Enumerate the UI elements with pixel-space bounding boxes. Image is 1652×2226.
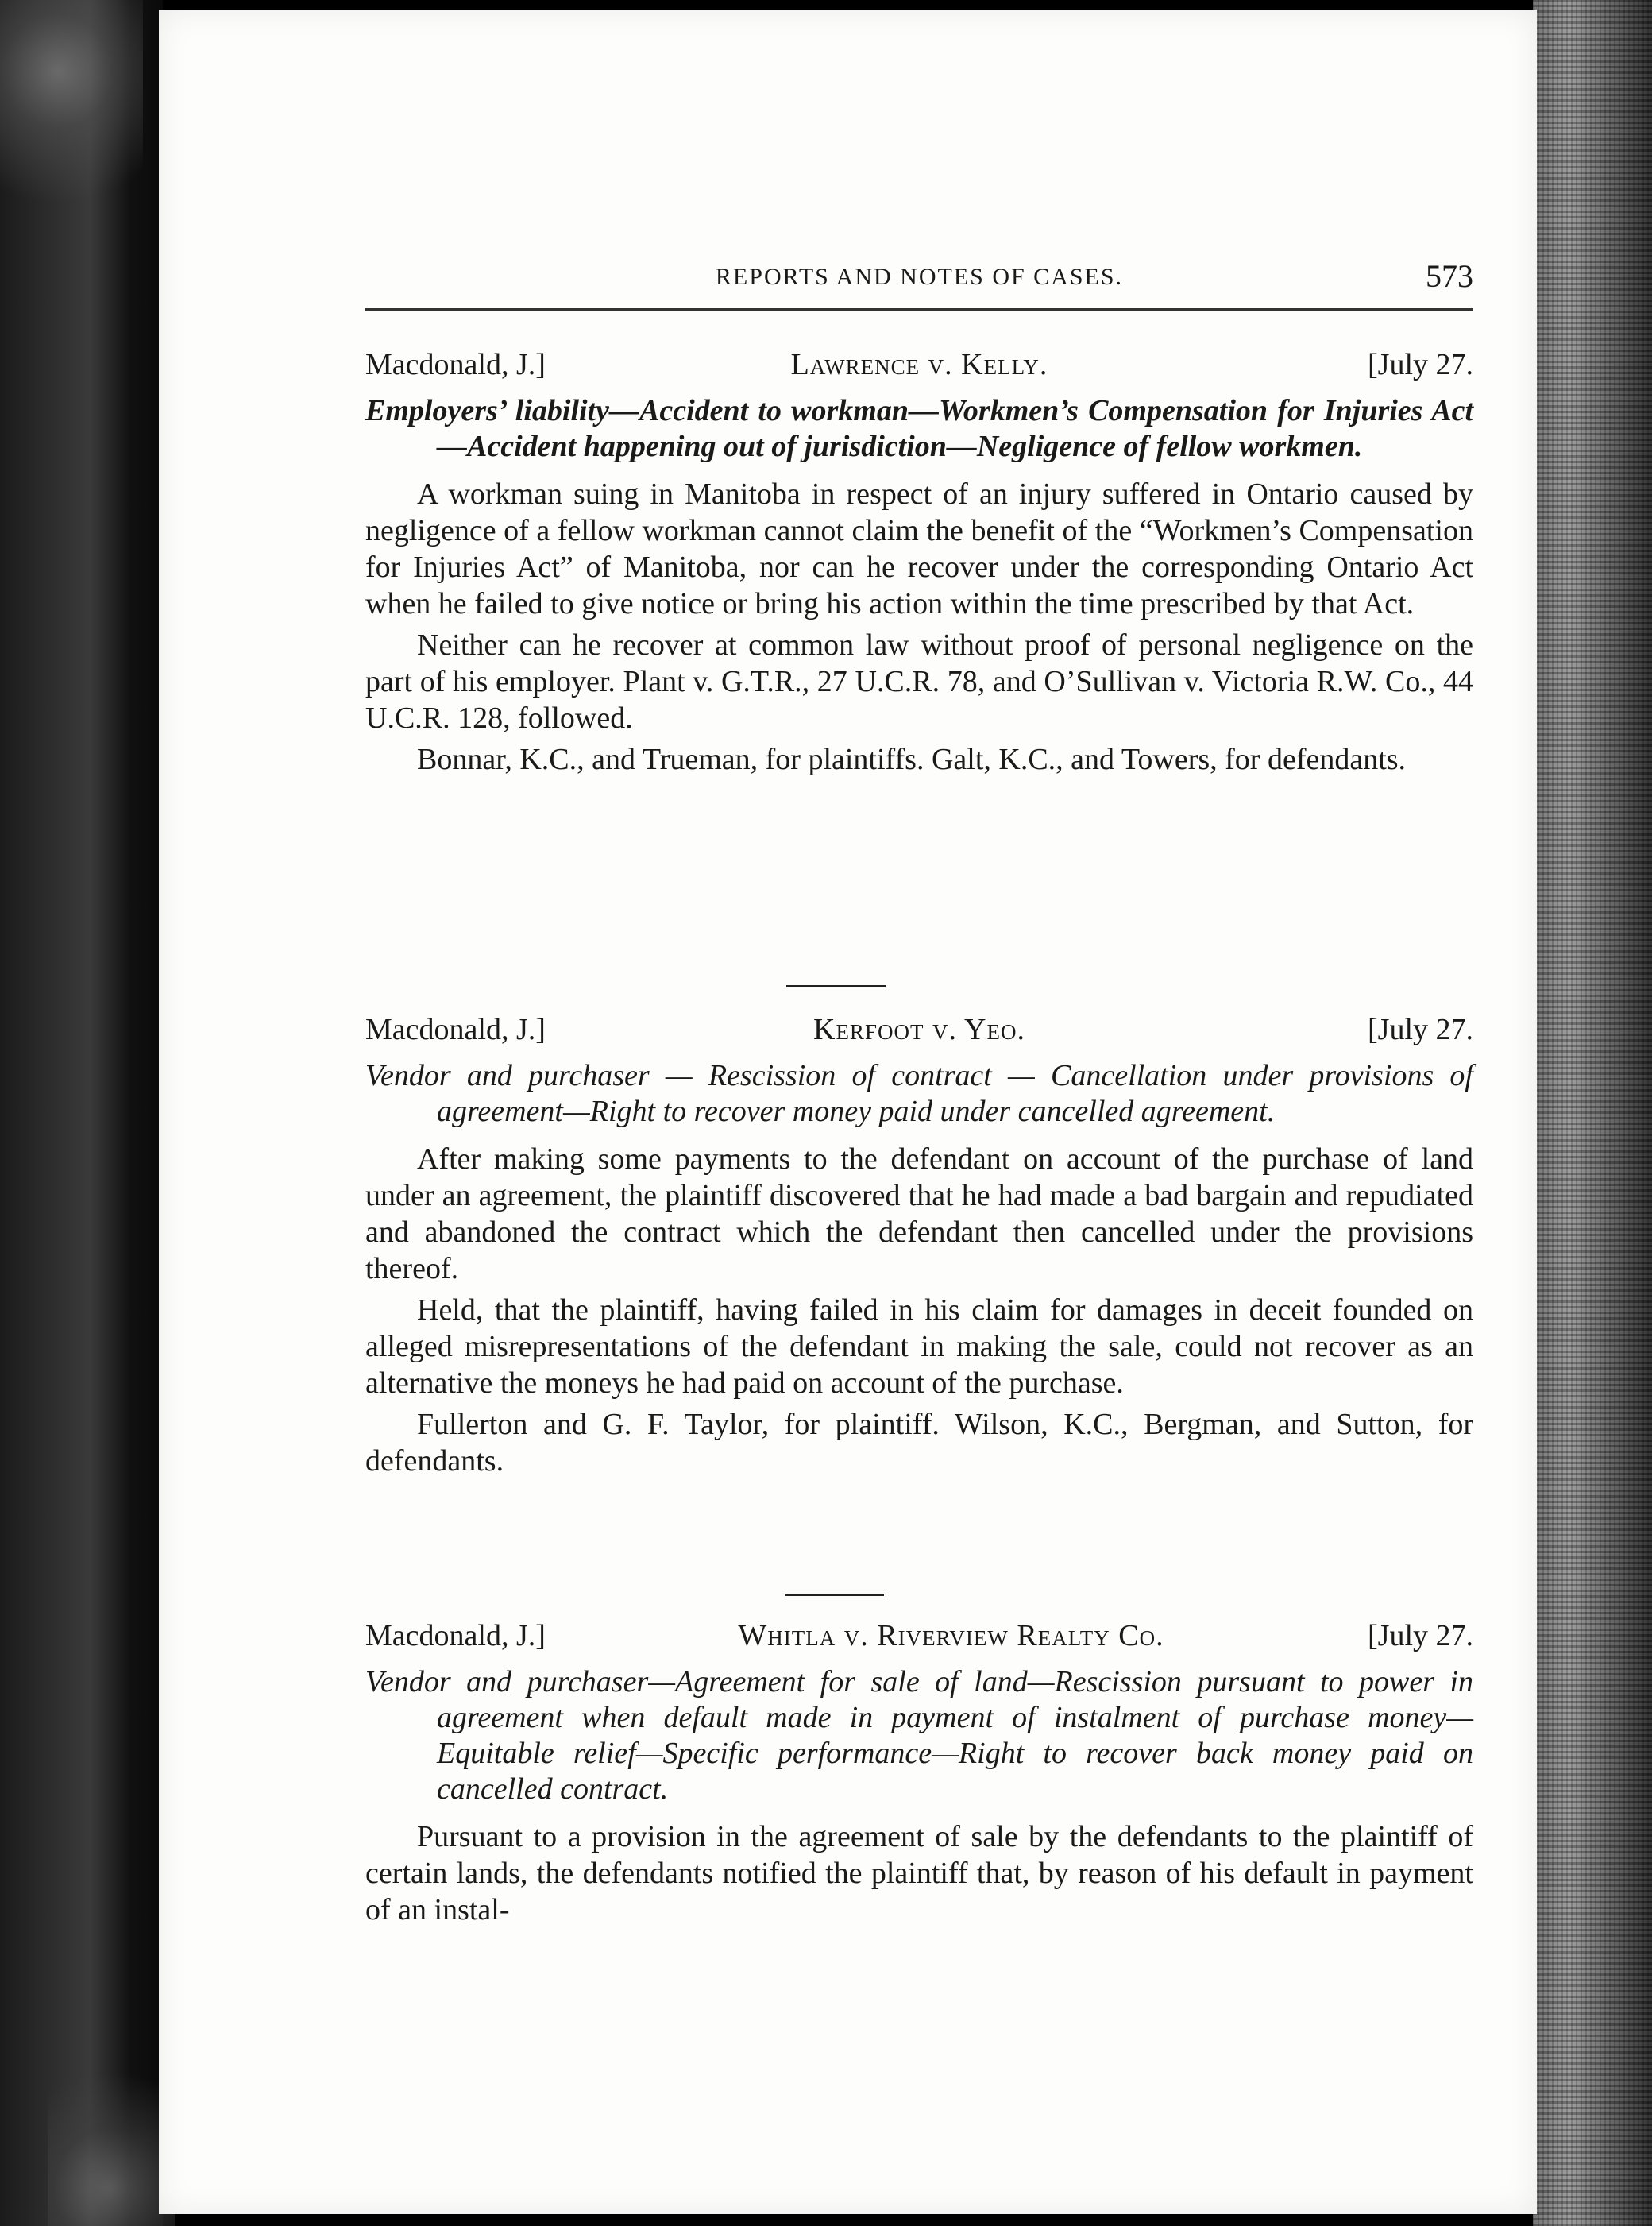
- case-heading: [365, 347, 1473, 390]
- page-edge-right: [1533, 0, 1652, 2226]
- case-title: Lawrence v. Kelly.: [790, 348, 1048, 381]
- case-whitla-v-riverview: [365, 1618, 1473, 1933]
- case-date: [July 27.: [1368, 1013, 1473, 1046]
- case-headnote: Vendor and purchaser—Agreement for sale of land—Rescission pursuant to power in agreement when default made in payment of instalment of purchase money—Equitable relief—Specific performance—Right to recover back money paid on cancelled contract.: [365, 1665, 1473, 1806]
- case-judge: Macdonald, J.]: [365, 348, 546, 381]
- case-paragraph: A workman suing in Manitoba in respect of an injury suffered in Ontario caused by negligence of a fellow workman cannot claim the benefit of the “Workmen’s Compensation for Injuries Act” of Manitoba, nor can he recover under the corresponding Ontario Act when he failed to give notice or bring his action within the time prescribed by that Act.: [365, 477, 1473, 620]
- case-lawrence-v-kelly: [365, 347, 1473, 783]
- case-title: Kerfoot v. Yeo.: [813, 1013, 1025, 1046]
- case-heading: [365, 1618, 1473, 1661]
- scan-noise: [48, 2035, 175, 2226]
- case-counsel: Fullerton and G. F. Taylor, for plaintiff. Wilson, K.C., Bergman, and Sutton, for defendants.: [365, 1408, 1473, 1478]
- case-counsel: Bonnar, K.C., and Trueman, for plaintiffs. Galt, K.C., and Towers, for defendants.: [417, 743, 1407, 776]
- header-rule: [365, 308, 1473, 311]
- running-head: REPORTS AND NOTES OF CASES.: [715, 264, 1124, 290]
- page-header: [365, 257, 1473, 302]
- case-paragraph: Neither can he recover at common law without proof of personal negligence on the part of his employer. Plant v. G.T.R., 27 U.C.R. 78, and O’Sullivan v. Victoria R.W. Co., 44 U.C.R. 128, followed.: [365, 628, 1473, 735]
- case-paragraph: Held, that the plaintiff, having failed in his claim for damages in deceit founded on alleged misrepresentations of the defendant in making the sale, could not recover as an alternative the moneys he had paid on account of the purchase.: [365, 1293, 1473, 1400]
- case-judge: Macdonald, J.]: [365, 1619, 546, 1652]
- case-date: [July 27.: [1368, 1619, 1473, 1652]
- case-headnote: Employers’ liability—Accident to workman—Workmen’s Compensation for Injuries Act—Accident happening out of jurisdiction—Negligence of fellow workmen.: [365, 394, 1473, 463]
- case-kerfoot-v-yeo: [365, 1012, 1473, 1484]
- case-separator: [786, 985, 886, 987]
- case-headnote: Vendor and purchaser — Rescission of contract — Cancellation under provisions of agreement—Right to recover money paid under cancelled agreement.: [365, 1059, 1473, 1128]
- case-judge: Macdonald, J.]: [365, 1013, 546, 1046]
- page-number: 573: [1426, 258, 1473, 294]
- scan-noise: [0, 0, 143, 238]
- case-separator: [785, 1594, 884, 1596]
- case-title: Whitla v. Riverview Realty Co.: [738, 1619, 1164, 1652]
- case-paragraph: After making some payments to the defendant on account of the purchase of land under an agreement, the plaintiff discovered that he had made a bad bargain and repudiated and abandoned the contract which the defendant then cancelled under the provisions thereof.: [365, 1142, 1473, 1285]
- book-binding-edge: [0, 0, 163, 2226]
- case-date: [July 27.: [1368, 348, 1473, 381]
- case-heading: [365, 1012, 1473, 1055]
- case-paragraph: Pursuant to a provision in the agreement of sale by the defendants to the plaintiff of certain lands, the defendants notified the plaintiff that, by reason of his default in payment of an instal-: [365, 1820, 1473, 1926]
- paper-page: [159, 10, 1537, 2214]
